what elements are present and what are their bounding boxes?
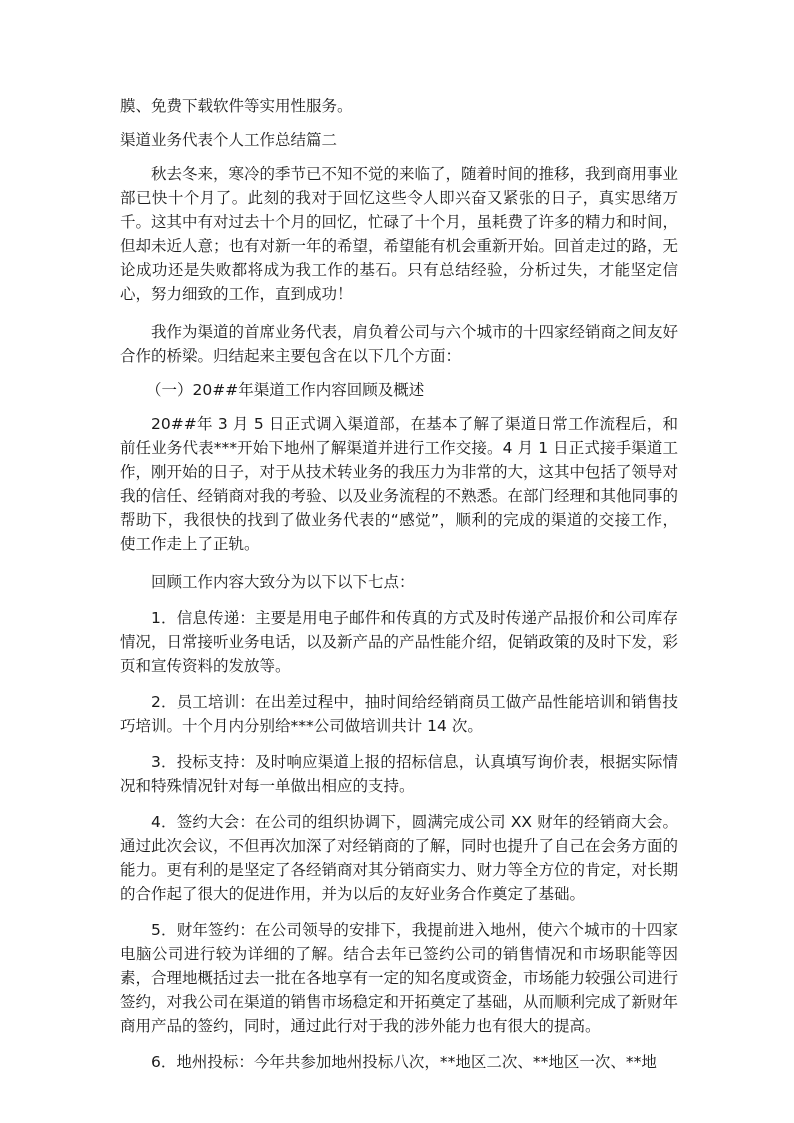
list-item-regional-bidding: 6．地州投标：今年共参加地州投标八次，**地区二次、**地区一次、**地 bbox=[151, 1053, 657, 1071]
list-item-fiscal-signing: 5．财年签约：在公司领导的安排下，我提前进入地州，使六个城市的十四家电脑公司进行较为详细的了解。结合去年已签约公司的销售情况和市场职能等因素，合理地概括过去一批在各地享有一定的知名度或资金，市场能力较强公司进行签约，对我公司在渠道的销售市场稳定和开拓奠定了基础，从而顺利完成了新财年商用产品的签约，同时，通过此行对于我的涉外能力也有很大的提高。 bbox=[120, 921, 679, 1035]
paragraph-continuation: 膜、免费下载软件等实用性服务。 bbox=[120, 97, 353, 115]
paragraph-history: 20##年 3 月 5 日正式调入渠道部，在基本了解了渠道日常工作流程后，和前任业务代表***开始下地州了解渠道并进行工作交接。4 月 1 日正式接手渠道工作，刚开始的日子，对于从技术转业务的我压力为非常的大，这其中包括了领导对我的信任、经销商对我的考验、以及业务流程的不熟悉。在部门经理和其他同事的帮助下，我很快的找到了做业务代表的“感觉”，顺利的完成的渠道的交接工作，使工作走上了正轨。 bbox=[120, 415, 679, 553]
list-item-signing-conference: 4．签约大会：在公司的组织协调下，圆满完成公司 XX 财年的经销商大会。通过此次会议，不但再次加深了对经销商的了解，同时也提升了自己在会务方面的能力。更有利的是坚定了各经销商对其分销商实力、财力等全方位的肯定，对长期的合作起了很大的促进作用，并为以后的友好业务合作奠定了基础。 bbox=[120, 813, 679, 903]
section-title: 渠道业务代表个人工作总结篇二 bbox=[120, 131, 338, 149]
paragraph-overview: 回顾工作内容大致分为以下以下七点： bbox=[151, 573, 415, 591]
paragraph-intro: 秋去冬来，寒冷的季节已不知不觉的来临了，随着时间的推移，我到商用事业部已快十个月了。此刻的我对于回忆这些令人即兴奋又紧张的日子，真实思绪万千。这其中有对过去十个月的回忆，忙碌了十个月，虽耗费了许多的精力和时间，但却未近人意；也有对新一年的希望，希望能有机会重新开始。回首走过的路，无论成功还是失败都将成为我工作的基石。只有总结经验，分析过失，才能坚定信心，努力细致的工作，直到成功！ bbox=[120, 165, 679, 303]
paragraph-role: 我作为渠道的首席业务代表，肩负着公司与六个城市的十四家经销商之间友好合作的桥梁。归结起来主要包含在以下几个方面： bbox=[120, 323, 679, 365]
subheading-review: （一）20##年渠道工作内容回顾及概述 bbox=[146, 381, 425, 399]
list-item-training: 2．员工培训：在出差过程中，抽时间给经销商员工做产品性能培训和销售技巧培训。十个月内分别给***公司做培训共计 14 次。 bbox=[120, 693, 678, 735]
list-item-bidding-support: 3．投标支持：及时响应渠道上报的招标信息，认真填写询价表，根据实际情况和特殊情况针对每一单做出相应的支持。 bbox=[120, 753, 678, 795]
list-item-info-transfer: 1．信息传递：主要是用电子邮件和传真的方式及时传递产品报价和公司库存情况，日常接听业务电话，以及新产品的产品性能介绍，促销政策的及时下发，彩页和宣传资料的发放等。 bbox=[120, 609, 679, 675]
document-page bbox=[120, 94, 678, 1074]
